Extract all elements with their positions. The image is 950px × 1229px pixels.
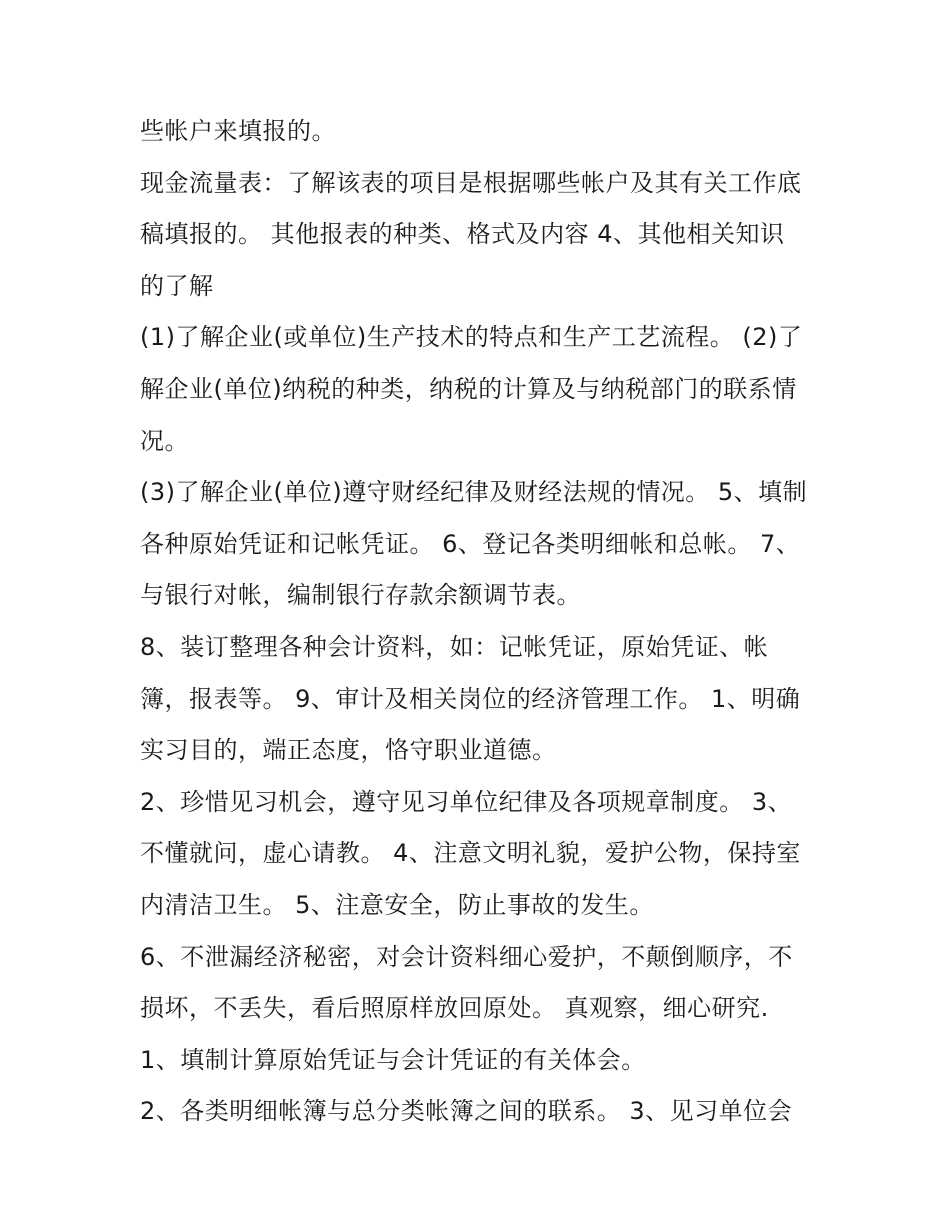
text-line: 些帐户来填报的。 [140,117,336,145]
text-line: 的了解 [140,271,214,300]
text-line: 与银行对帐，编制银行存款余额调节表。 [140,581,581,610]
text-line: 现金流量表：了解该表的项目是根据哪些帐户及其有关工作底 [140,168,802,197]
text-line: 稿填报的。 其他报表的种类、格式及内容 4、其他相关知识 [140,220,785,249]
text-line: 解企业(单位)纳税的种类，纳税的计算及与纳税部门的联系情 [140,374,797,403]
text-line: 不懂就问，虚心请教。 4、注意文明礼貌，爱护公物，保持室 [140,839,801,868]
body-text [140,106,830,1138]
text-line: 2、各类明细帐簿与总分类帐簿之间的联系。 3、见习单位会 [140,1097,793,1126]
text-line: 8、装订整理各种会计资料，如：记帐凭证，原始凭证、帐 [140,632,769,661]
text-line: 实习目的，端正态度，恪守职业道德。 [140,736,557,765]
text-line: (1)了解企业(或单位)生产技术的特点和生产工艺流程。 (2)了 [140,323,803,352]
text-line: 损坏，不丢失，看后照原样放回原处。 真观察，细心研究. [140,994,769,1023]
text-line: 各种原始凭证和记帐凭证。 6、登记各类明细帐和总帐。 7、 [140,529,801,558]
text-line: 簿，报表等。 9、审计及相关岗位的经济管理工作。 1、明确 [140,684,801,713]
text-line: 内清洁卫生。 5、注意安全，防止事故的发生。 [140,890,654,919]
text-line: 1、填制计算原始凭证与会计凭证的有关体会。 [140,1045,646,1074]
text-line: (3)了解企业(单位)遵守财经纪律及财经法规的情况。 5、填制 [140,478,808,507]
text-line: 况。 [140,426,189,455]
text-line: 6、不泄漏经济秘密，对会计资料细心爱护，不颠倒顺序，不 [140,942,793,971]
text-line: 2、珍惜见习机会，遵守见习单位纪律及各项规章制度。 3、 [140,787,793,816]
